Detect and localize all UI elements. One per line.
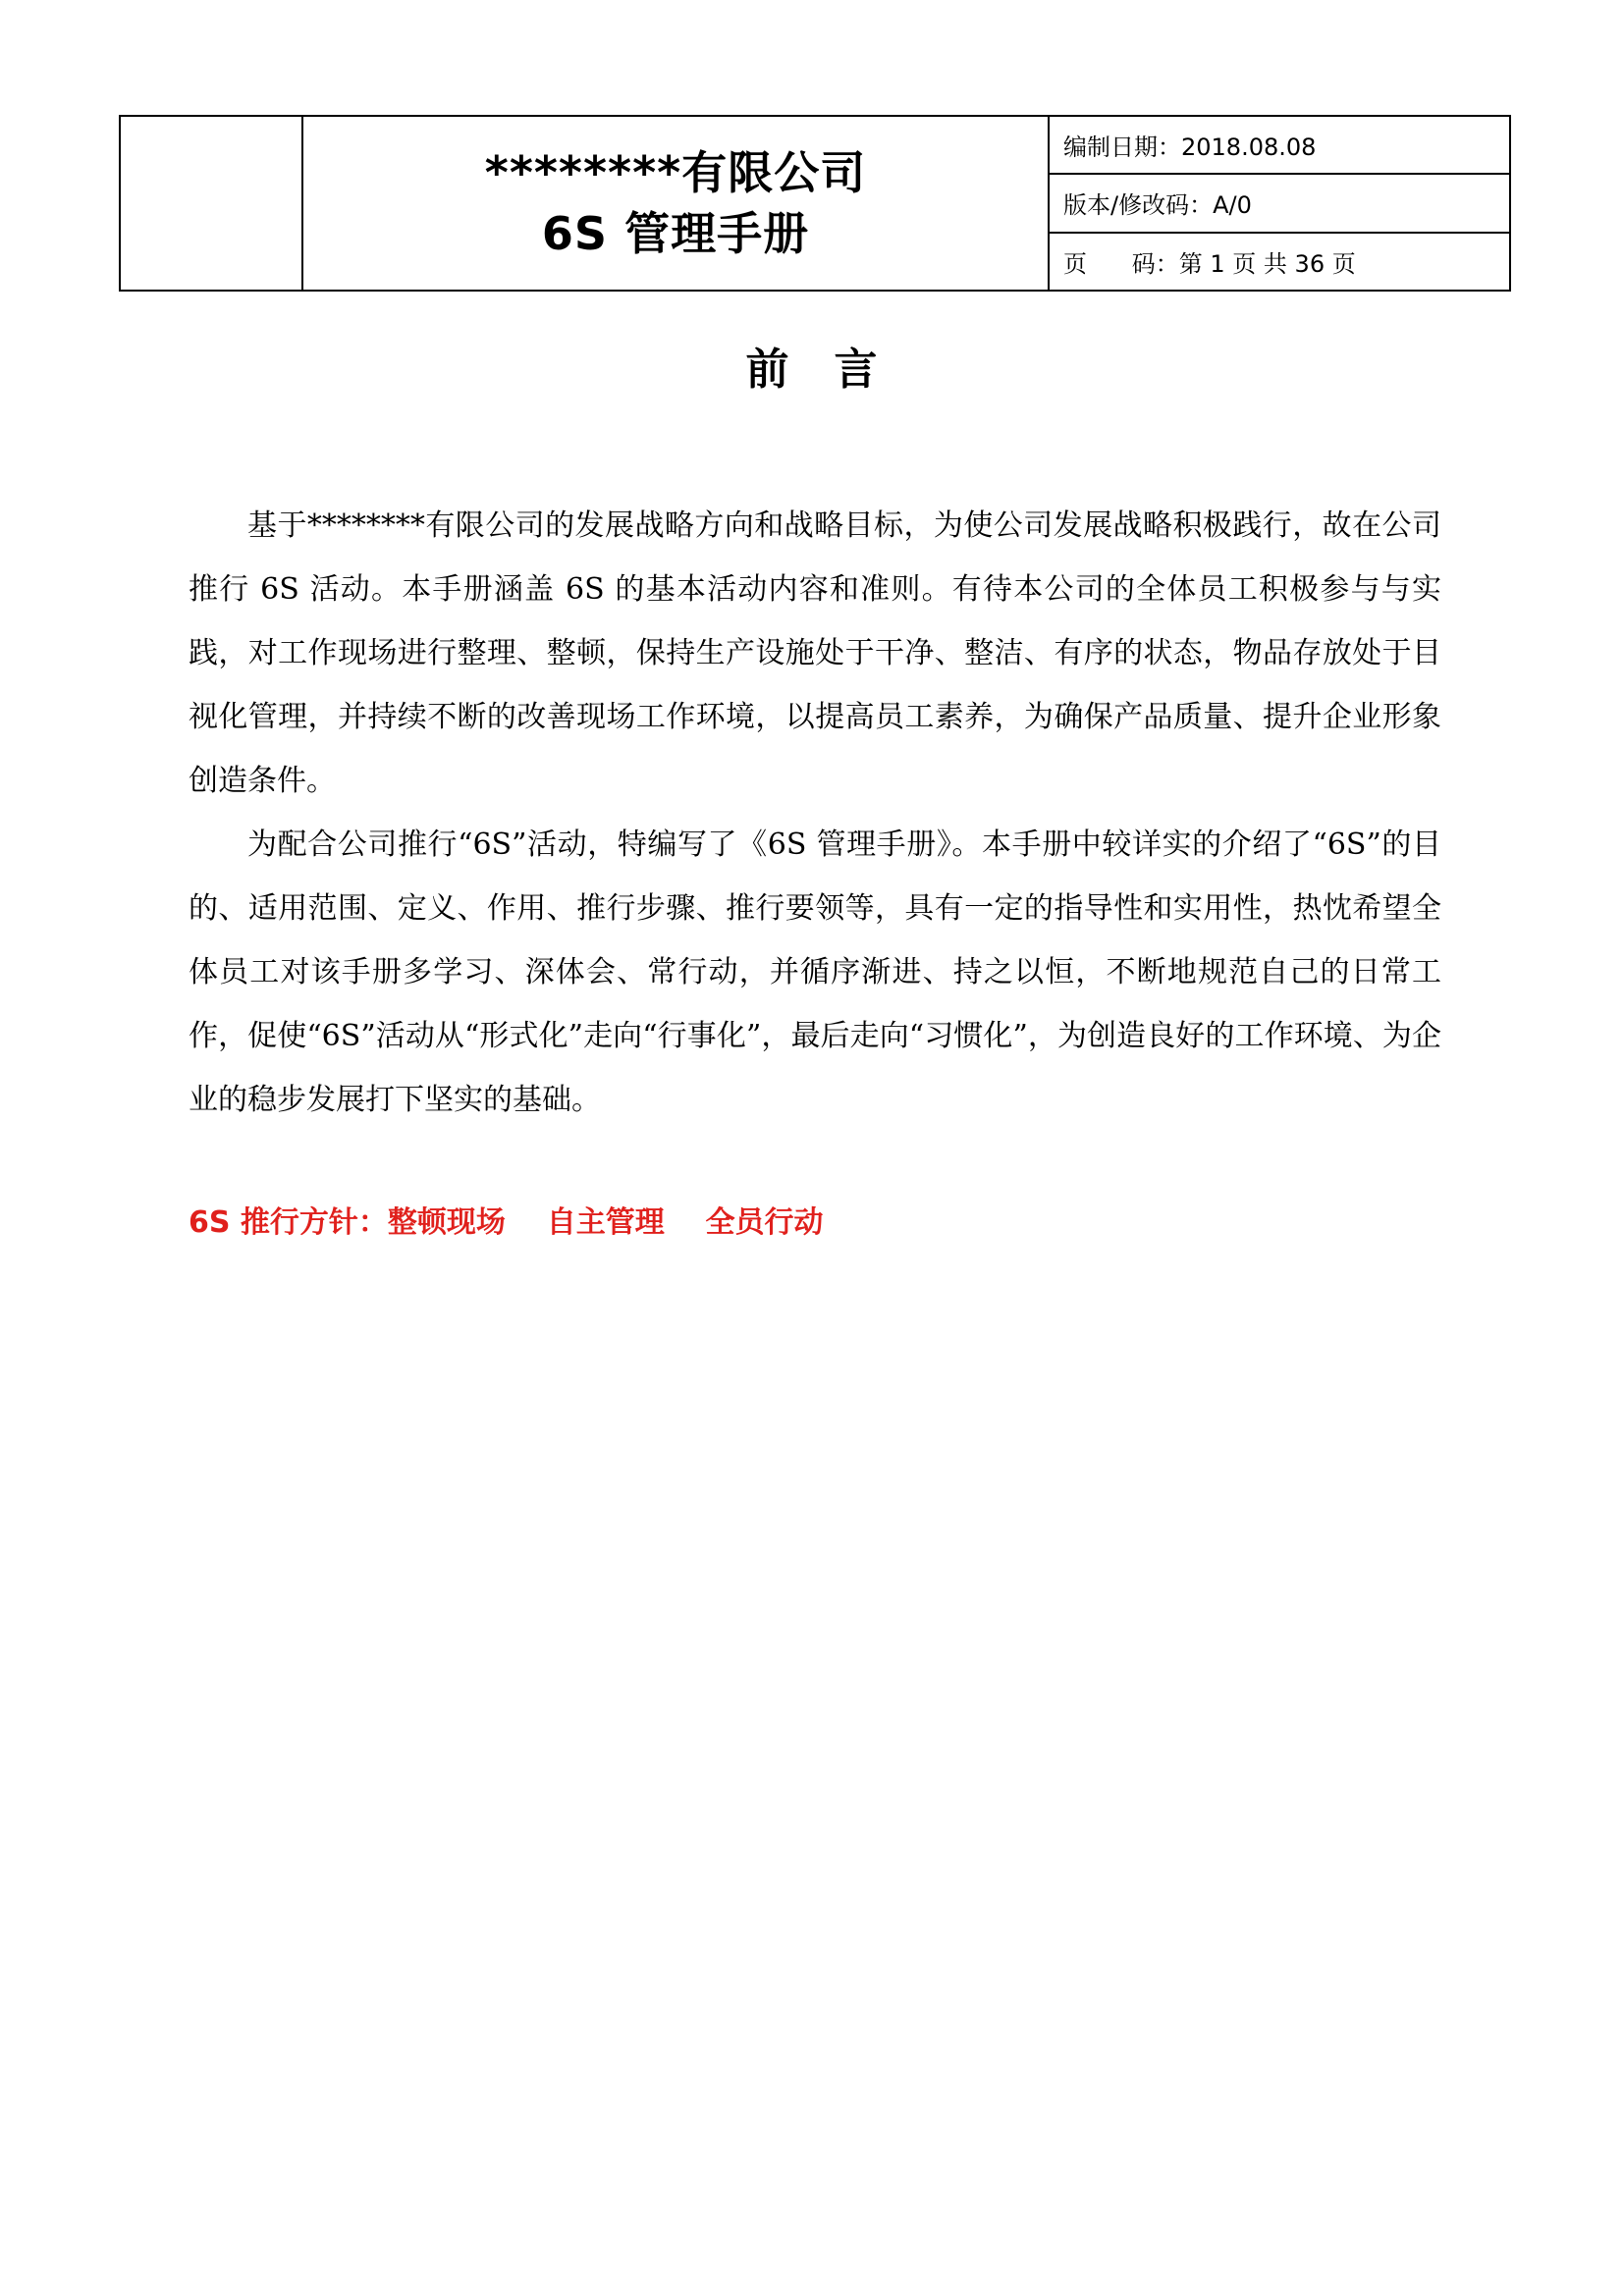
compile-date: 编制日期：2018.08.08 [1063,133,1317,162]
page-heading: 前言 [745,345,923,395]
company-name: ********有限公司 [484,146,867,199]
paragraph: 基于********有限公司的发展战略方向和战略目标，为使公司发展战略积极践行，故在公司推行 6S 活动。本手册涵盖 6S 的基本活动内容和准则。有待本公司的全体员工积极参与与实践，对工作现场进行整理、整顿，保持生产设施处于干净、整洁、有序的状态，物品存放处于目视化管理，并持续不断的改善现场工作环境，以提高员工素养，为确保产品质量、提升企业形象创造条件。 [189,508,1441,798]
paragraph: 为配合公司推行“6S”活动，特编写了《6S 管理手册》。本手册中较详实的介绍了“6S”的目的、适用范围、定义、作用、推行步骤、推行要领等，具有一定的指导性和实用性，热忱希望全体员工对该手册多学习、深体会、常行动，并循序渐进、持之以恒，不断地规范自己的日常工作，促使“6S”活动从“形式化”走向“行事化”，最后走向“习惯化”，为创造良好的工作环境、为企业的稳步发展打下坚实的基础。 [189,828,1441,1117]
page-number: 页 码：第 1 页 共 36 页 [1050,232,1509,290]
manual-title: 6S 管理手册 [541,207,810,260]
version-code: 版本/修改码：A/0 [1050,173,1509,231]
preface-body [189,494,1441,1132]
logo-cell [121,117,303,290]
meta-cell [1050,117,1509,290]
title-cell [303,117,1050,290]
document-header-table [119,115,1511,292]
policy-motto: 6S 推行方针：整顿现场 自主管理 全员行动 [189,1205,824,1240]
